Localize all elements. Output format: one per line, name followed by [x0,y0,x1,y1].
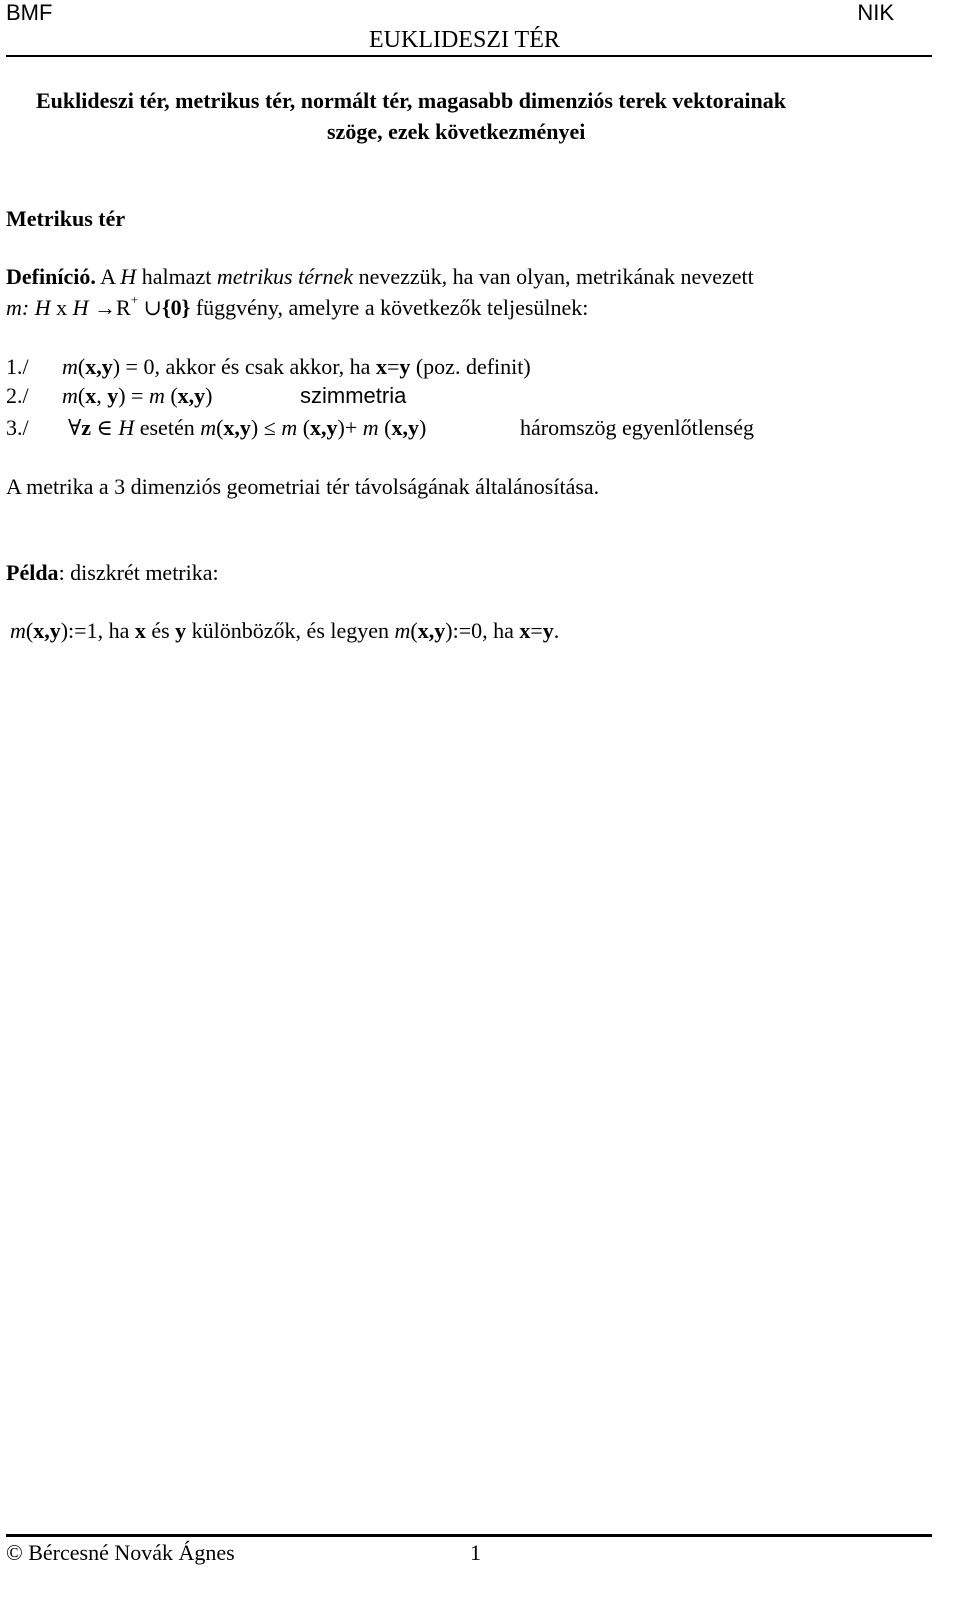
text: x [50,295,73,320]
text: ) = [118,383,149,408]
text: különbözők, és legyen [186,618,395,643]
var: y [542,618,554,643]
text: : diszkrét metrika: [58,560,219,585]
var: x [519,618,531,643]
axiom-2-text [62,385,213,407]
vars: x,y [177,383,206,408]
axiom-number: 2./ [6,383,29,408]
text: = [530,618,543,643]
generalization-text: A metrika a 3 dimenziós geometriai tér távolságának általánosítása. [6,474,600,499]
text: ( [378,415,392,440]
text: ( [410,618,418,643]
metric-symbol: m [281,415,298,440]
vars: x,y [223,415,251,440]
axiom-2-label: szimmetria [300,383,407,408]
var: x [375,354,387,379]
example-label: Példa [6,560,59,585]
header-rule [6,55,932,57]
element-of-symbol: ∈ [91,415,119,440]
axiom-3-text [68,417,426,439]
set-literal: {0} [161,295,191,320]
metric-symbol: m [200,415,217,440]
text: ) [250,415,264,440]
header-right: NIK [857,0,894,25]
footer-page-number: 1 [470,1540,481,1565]
text: halmazt [136,264,217,289]
forall-symbol: ∀ [68,415,82,440]
text: A [95,264,121,289]
set-symbol: H [118,415,135,440]
text: ( [164,383,178,408]
text: függvény, amelyre a következők teljesülnek: [190,295,589,320]
set-symbol: H [72,295,89,320]
axiom-1-text [62,356,531,378]
set-symbol: H [120,264,137,289]
section-heading: Metrikus tér [6,206,126,231]
vars: x,y [85,354,113,379]
text: nevezzük, ha van olyan, metrikának nevezett [353,264,754,289]
text: ( [25,618,34,643]
less-equal-symbol: ≤ [263,415,276,440]
text: ( [216,415,224,440]
text: ( [77,383,86,408]
axiom-number: 1./ [6,354,29,379]
metric-symbol: m [62,383,78,408]
vars: x,y [391,415,419,440]
metric-symbol: m [10,618,26,643]
var: y [175,618,187,643]
document-title-line2: szöge, ezek következményei [327,119,586,144]
text: ) [419,415,427,440]
text: ) [205,383,213,408]
text: )+ [337,415,363,440]
metric-symbol: m: [6,295,30,320]
definition-line2 [6,292,589,320]
metric-symbol: m [62,354,78,379]
example-heading [6,562,219,584]
axiom-3 [6,415,754,440]
text: ( [77,354,86,379]
text: . [553,618,560,643]
text: ):=0, ha [445,618,520,643]
defined-term: metrikus térnek [216,264,354,289]
text: ( [297,415,311,440]
footer-rule [6,1534,932,1537]
example-formula [10,620,559,642]
vars: x,y [417,618,446,643]
text: ):=1, ha [60,618,135,643]
axiom-number: 3./ [6,415,29,440]
var: x [85,383,97,408]
var: y [107,383,119,408]
vars: x,y [33,618,61,643]
superscript: + [130,292,139,307]
union-symbol: ∪ [138,295,162,320]
var: y [399,354,411,379]
axiom-2 [6,383,407,408]
text: és [145,618,176,643]
metric-symbol: m [394,618,411,643]
footer-author: © Bércesné Novák Ágnes [6,1540,235,1565]
text: esetén [134,415,201,440]
text: ) = 0, akkor és csak akkor, ha [112,354,376,379]
var: z [81,415,92,440]
metric-symbol: m [148,383,165,408]
axiom-1 [6,354,531,379]
axiom-3-label: háromszög egyenlőtlenség [520,415,754,440]
arrow-symbol: →R [88,295,131,320]
set-symbol: H [29,295,51,320]
var: x [134,618,146,643]
header-left: BMF [6,0,53,25]
text: = [386,354,400,379]
metric-symbol: m [362,415,379,440]
definition-line1 [6,266,754,288]
text: (poz. definit) [410,354,531,379]
definition-label: Definíció. [6,264,96,289]
text: , [96,383,108,408]
document-title-line1: Euklideszi tér, metrikus tér, normált tér, magasabb dimenziós terek vektorainak [36,88,787,113]
header-title: EUKLIDESZI TÉR [369,27,560,53]
vars: x,y [310,415,338,440]
